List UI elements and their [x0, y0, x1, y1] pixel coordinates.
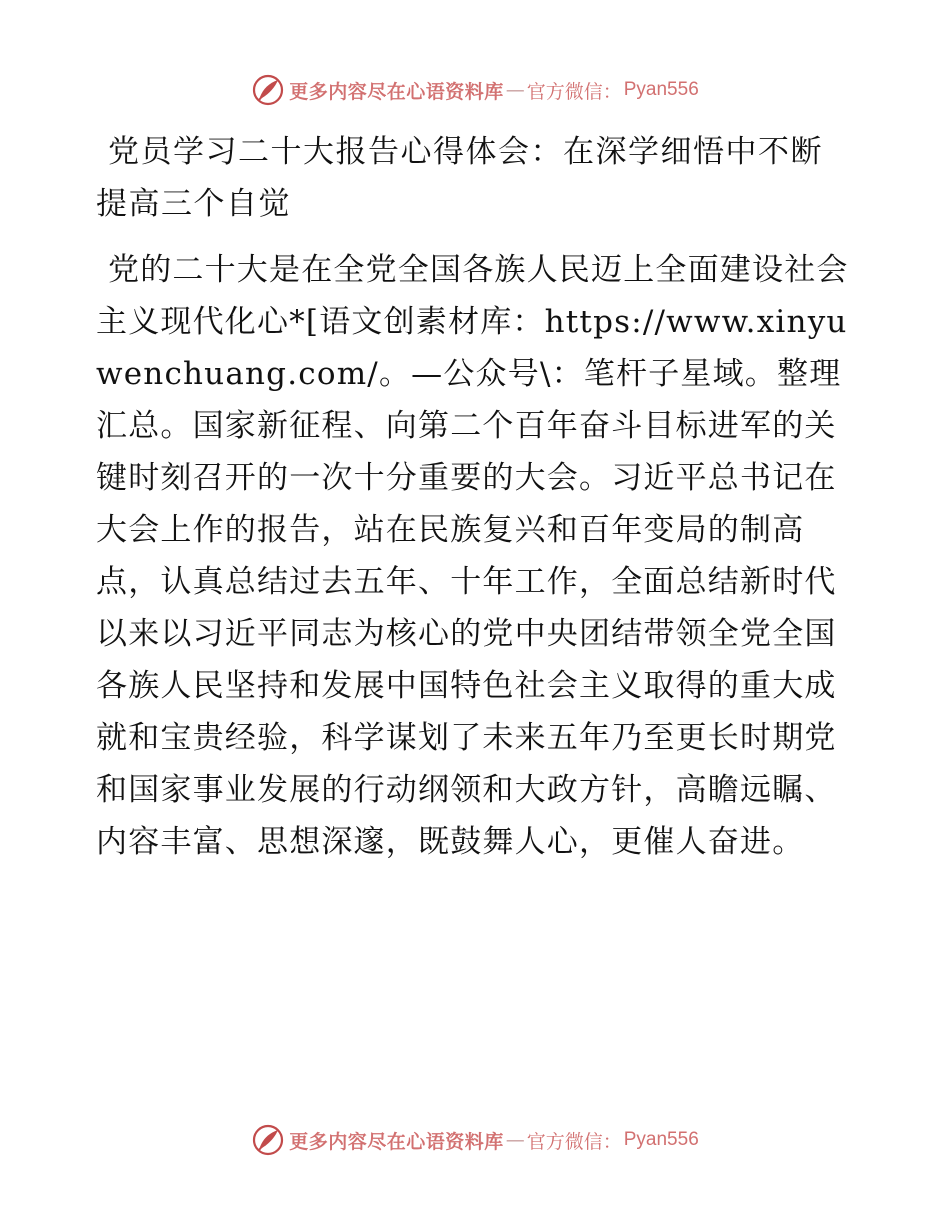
header-banner: [0, 70, 950, 110]
banner-brand-text: 更多内容尽在心语资料库: [289, 1130, 504, 1153]
banner-wechat-id: Pyan556: [623, 1129, 699, 1150]
banner-separator: —: [505, 1129, 525, 1151]
banner-wechat-label: 官方微信：: [526, 1130, 622, 1153]
quill-pen-logo-icon: [251, 1123, 285, 1157]
footer-banner: [0, 1120, 950, 1160]
banner-separator: —: [505, 79, 525, 101]
document-title: 党员学习二十大报告心得体会：在深学细悟中不断提高三个自觉: [96, 134, 823, 222]
banner-wechat-id: Pyan556: [623, 79, 699, 100]
document-body: [96, 126, 851, 868]
banner-wechat-label: 官方微信：: [526, 80, 622, 103]
quill-pen-logo-icon: [251, 73, 285, 107]
banner-brand-text: 更多内容尽在心语资料库: [289, 80, 504, 103]
document-paragraph: 党的二十大是在全党全国各族人民迈上全面建设社会主义现代化心*[语文创素材库：https://www.xinyuwenchuang.com/。—公众号\：笔杆子星域。整理汇总。国家新征程、向第二个百年奋斗目标进军的关键时刻召开的一次十分重要的大会。习近平总书记在大会上作的报告，站在民族复兴和百年变局的制高点，认真总结过去五年、十年工作，全面总结新时代以来以习近平同志为核心的党中央团结带领全党全国各族人民坚持和发展中国特色社会主义取得的重大成就和宝贵经验，科学谋划了未来五年乃至更长时期党和国家事业发展的行动纲领和大政方针，高瞻远瞩、内容丰富、思想深邃，既鼓舞人心，更催人奋进。: [96, 252, 849, 860]
